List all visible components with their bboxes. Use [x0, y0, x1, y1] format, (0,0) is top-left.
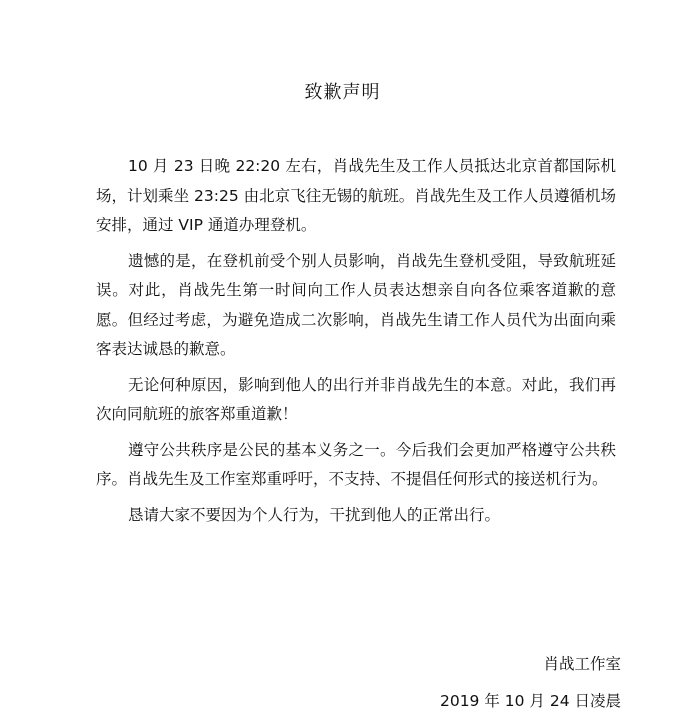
- paragraph-2: 遗憾的是，在登机前受个别人员影响，肖战先生登机受阻，导致航班延误。对此，肖战先生第一时间向工作人员表达想亲自向各位乘客道歉的意愿。但经过考虑，为避免造成二次影响，肖战先生请工作人员代为出面向乘客表达诚恳的歉意。: [96, 251, 616, 358]
- document-title: 致歉声明: [304, 82, 381, 103]
- paragraph-1: 10 月 23 日晚 22:20 左右，肖战先生及工作人员抵达北京首都国际机场，计划乘坐 23:25 由北京飞往无锡的航班。肖战先生及工作人员遵循机场安排，通过 VIP 通道办理登机。: [96, 157, 616, 234]
- signature-date: 2019 年 10 月 24 日凌晨: [439, 692, 621, 710]
- paragraph-4: 遵守公共秩序是公民的基本义务之一。今后我们会更加严格遵守公共秩序。肖战先生及工作室郑重呼吁，不支持、不提倡任何形式的接送机行为。: [96, 440, 616, 488]
- signature: 肖战工作室: [543, 655, 621, 673]
- document-body: [96, 152, 616, 536]
- paragraph-5: 恳请大家不要因为个人行为，干扰到他人的正常出行。: [128, 505, 501, 524]
- paragraph-3: 无论何种原因，影响到他人的出行并非肖战先生的本意。对此，我们再次向同航班的旅客郑重道歉！: [96, 375, 616, 423]
